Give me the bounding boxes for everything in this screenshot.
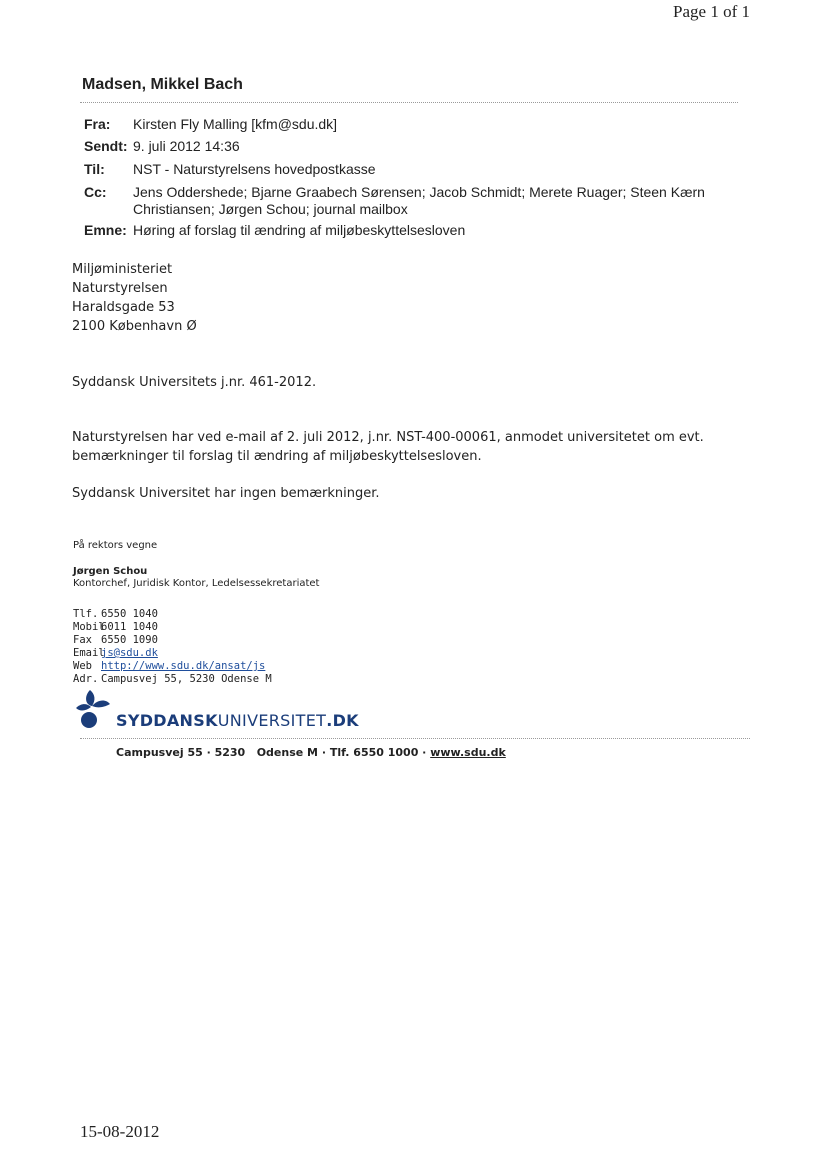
contact-value: 6011 1040	[101, 621, 158, 633]
contact-label: Email	[73, 647, 105, 659]
header-sent-value: 9. juli 2012 14:36	[133, 138, 240, 154]
header-cc-row	[84, 184, 705, 217]
header-subject-label: Emne:	[84, 222, 127, 238]
header-divider	[80, 102, 738, 103]
logo-bold-part: SYDDANSK	[116, 711, 218, 730]
signer-name: Jørgen Schou	[73, 566, 148, 577]
contact-value: 6550 1040	[101, 608, 158, 620]
contact-value: Campusvej 55, 5230 Odense M	[101, 673, 272, 685]
contact-label: Fax	[73, 634, 92, 646]
address-line: 2100 København Ø	[72, 319, 197, 334]
page-number: Page 1 of 1	[673, 2, 750, 21]
on-behalf-line: På rektors vegne	[73, 540, 158, 551]
header-from-value: Kirsten Fly Malling [kfm@sdu.dk]	[133, 116, 338, 132]
address-line: Haraldsgade 53	[72, 300, 175, 315]
header-sent-label: Sendt:	[84, 138, 128, 154]
sdu-logo-icon	[74, 686, 114, 730]
header-to-row	[84, 161, 376, 177]
web-link[interactable]: http://www.sdu.dk/ansat/js	[101, 660, 266, 672]
footer-divider	[80, 738, 750, 739]
recipient-address	[72, 260, 197, 336]
contact-fax	[73, 634, 272, 647]
footer-address	[116, 746, 506, 759]
header-subject-value: Høring af forslag til ændring af miljøbeskyttelsesloven	[133, 222, 466, 238]
contact-mobile	[73, 621, 272, 634]
contact-phone	[73, 608, 272, 621]
header-from-row	[84, 116, 338, 132]
address-line: Miljøministeriet	[72, 262, 173, 277]
contact-label: Adr.	[73, 673, 99, 685]
header-to-value: NST - Naturstyrelsens hovedpostkasse	[133, 161, 376, 177]
header-sent-row	[84, 138, 240, 154]
contact-address	[73, 673, 272, 686]
case-reference: Syddansk Universitets j.nr. 461-2012.	[72, 375, 317, 390]
email-link[interactable]: js@sdu.dk	[101, 647, 158, 659]
header-subject-row	[84, 222, 466, 238]
contact-label: Mobil	[73, 621, 105, 633]
header-cc-label: Cc:	[84, 184, 107, 200]
header-to-label: Til:	[84, 161, 105, 177]
sender-name: Madsen, Mikkel Bach	[82, 76, 243, 93]
footer-address-text: Campusvej 55 · 5230 Odense M · Tlf. 6550 1000 ·	[116, 746, 431, 759]
footer-url-link[interactable]: www.sdu.dk	[430, 746, 506, 759]
address-line: Naturstyrelsen	[72, 281, 168, 296]
letter-paragraph-2: Syddansk Universitet har ingen bemærkninger.	[72, 486, 380, 501]
contact-value: 6550 1090	[101, 634, 158, 646]
signer-title: Kontorchef, Juridisk Kontor, Ledelsessekretariatet	[73, 578, 320, 589]
header-from-label: Fra:	[84, 116, 111, 132]
contact-block	[73, 608, 272, 686]
sdu-logo-text	[116, 711, 359, 730]
logo-light-part: UNIVERSITET	[217, 711, 327, 730]
contact-label: Tlf.	[73, 608, 99, 620]
contact-label: Web	[73, 660, 92, 672]
logo-suffix: .DK	[326, 711, 359, 730]
contact-web	[73, 660, 272, 673]
header-cc-value: Jens Oddershede; Bjarne Graabech Sørensen; Jacob Schmidt; Merete Ruager; Steen Kærn Christiansen; Jørgen Schou; journal mailbox	[133, 184, 705, 217]
print-date: 15-08-2012	[80, 1122, 160, 1141]
contact-email	[73, 647, 272, 660]
letter-paragraph-1: Naturstyrelsen har ved e-mail af 2. juli 2012, j.nr. NST-400-00061, anmodet universitetet om evt. bemærkninger til forslag til ændring af miljøbeskyttelsesloven.	[72, 430, 704, 464]
